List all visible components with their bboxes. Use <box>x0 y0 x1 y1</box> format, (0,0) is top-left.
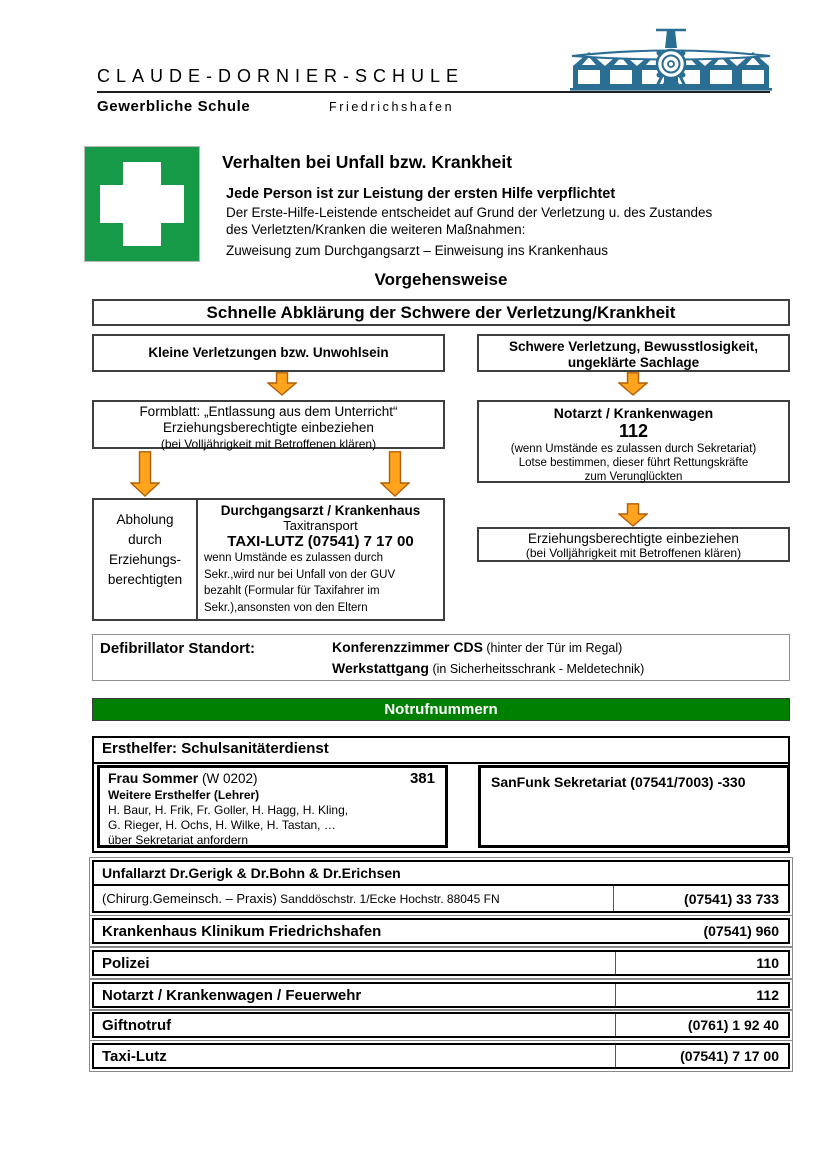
flow-right-box1-line1: Schwere Verletzung, Bewusstlosigkeit, <box>508 339 759 354</box>
responder-note: über Sekretariat anfordern <box>108 833 249 847</box>
phone-row-label: Krankenhaus Klinikum Friedrichshafen <box>102 922 382 940</box>
doctor-note-2: Sekr.,wird nur bei Unfall von der GUV <box>204 568 396 581</box>
phone-row-label: Taxi-Lutz <box>94 1045 616 1067</box>
emergency-numbers-banner: Notrufnummern <box>92 698 790 721</box>
first-responder-header-rule <box>93 762 789 764</box>
phone-row-ambulance-fire <box>92 982 790 1008</box>
down-arrow-icon <box>267 372 297 396</box>
notarzt-line-2: Lotse bestimmen, dieser führt Rettungskräfte <box>518 457 749 469</box>
notarzt-title: Notarzt / Krankenwagen <box>553 405 714 421</box>
down-arrow-icon <box>380 451 410 497</box>
defibrillator-location-2 <box>332 660 644 676</box>
notarzt-line-1: (wenn Umstände es zulassen durch Sekretariat) <box>510 443 757 455</box>
flow-banner: Schnelle Abklärung der Schwere der Verletzung/Krankheit <box>92 299 790 326</box>
flow-left-form-box <box>92 400 445 449</box>
doctor-title: Durchgangsarzt / Krankenhaus <box>220 503 421 518</box>
phone-row-taxi <box>92 1043 790 1069</box>
form-line-2: Erziehungsberechtigte einbeziehen <box>163 420 374 435</box>
school-name: CLAUDE-DORNIER-SCHULE <box>97 66 465 86</box>
page-title: Verhalten bei Unfall bzw. Krankheit <box>222 152 513 172</box>
pickup-line-2: durch <box>128 532 162 547</box>
header-rule <box>97 91 770 93</box>
flow-right-box1-line2: ungeklärte Sachlage <box>567 355 700 370</box>
more-responders-label: Weitere Ersthelfer (Lehrer) <box>108 788 260 802</box>
responder-names-2: G. Rieger, H. Ochs, H. Wilke, H. Tastan, … <box>108 818 336 832</box>
phone-row-label: Polizei <box>94 952 616 974</box>
intro-line-1: Der Erste-Hilfe-Leistende entscheidet auf Grund der Verletzung u. des Zustandes <box>226 205 713 220</box>
responder-name: Frau Sommer <box>108 770 199 786</box>
phone-row-number: (07541) 960 <box>703 923 779 939</box>
intro-line-2: des Verletzten/Kranken die weiteren Maßnahmen: <box>226 222 526 237</box>
form-line-3: (bei Volljährigkeit mit Betroffenen klären) <box>160 437 377 451</box>
location-2-name: Werkstattgang <box>332 660 429 676</box>
accident-doctor-phone: (07541) 33 733 <box>684 891 779 907</box>
notarzt-number: 112 <box>618 421 649 441</box>
phone-row-police <box>92 950 790 976</box>
phone-row-poison <box>92 1012 790 1038</box>
phone-row-number: (07541) 7 17 00 <box>680 1048 779 1064</box>
defibrillator-label: Defibrillator Standort: <box>100 640 256 657</box>
defibrillator-location-1 <box>332 639 622 655</box>
responder-room: (W 0202) <box>198 771 258 786</box>
phone-row-number: (0761) 1 92 40 <box>687 1017 779 1033</box>
pickup-line-1: Abholung <box>116 512 174 527</box>
phone-row-label: Giftnotruf <box>94 1014 616 1036</box>
flow-right-guardian-box <box>477 527 790 562</box>
accident-doctor-header: Unfallarzt Dr.Gerigk & Dr.Bohn & Dr.Erichsen <box>94 862 788 886</box>
phone-row-number: 110 <box>756 955 779 971</box>
location-1-detail: (hinter der Tür im Regal) <box>482 641 623 655</box>
form-line-1: Formblatt: „Entlassung aus dem Unterricht“ <box>139 404 398 419</box>
first-responder-header: Ersthelfer: Schulsanitäterdienst <box>102 740 329 757</box>
location-2-detail: (in Sicherheitsschrank - Meldetechnik) <box>428 662 645 676</box>
intro-line-3: Zuweisung zum Durchgangsarzt – Einweisung ins Krankenhaus <box>226 243 608 258</box>
school-city: Friedrichshafen <box>329 100 455 114</box>
down-arrow-icon <box>130 451 160 497</box>
pickup-cell <box>94 500 198 619</box>
flow-right-box1 <box>477 334 790 372</box>
practice-address: Sanddöschstr. 1/Ecke Hochstr. 88045 FN <box>276 892 500 906</box>
accident-doctor-row <box>94 886 788 911</box>
doctor-cell <box>198 500 443 619</box>
accident-doctor-address <box>94 886 614 911</box>
sanfunk-cell: SanFunk Sekretariat (07541/7003) -330 <box>478 765 790 848</box>
school-type: Gewerbliche Schule <box>97 98 251 115</box>
flow-right-notarzt-box <box>477 400 790 483</box>
pickup-line-4: berechtigten <box>107 572 183 587</box>
phone-row-number: 112 <box>756 987 779 1003</box>
phone-row-hospital <box>92 918 790 944</box>
guardian-line-2: (bei Volljährigkeit mit Betroffenen klären) <box>525 546 742 560</box>
pickup-line-3: Erziehungs- <box>108 552 182 567</box>
accident-doctor-box <box>92 860 790 913</box>
responder-names-1: H. Baur, H. Frik, Fr. Goller, H. Hagg, H. Kling, <box>108 803 349 817</box>
practice-type: (Chirurg.Gemeinsch. – Praxis) <box>102 891 277 906</box>
section-title: Vorgehensweise <box>374 270 508 289</box>
down-arrow-icon <box>618 503 648 527</box>
doctor-note-4: Sekr.),ansonsten von den Eltern <box>204 601 368 614</box>
doctor-note-1: wenn Umstände es zulassen durch <box>204 552 383 564</box>
phone-row-label: Notarzt / Krankenwagen / Feuerwehr <box>94 984 616 1006</box>
doctor-sub: Taxitransport <box>283 518 358 533</box>
first-aid-cross-icon <box>84 146 200 262</box>
cross-horizontal-bar <box>100 185 184 223</box>
flow-left-box1: Kleine Verletzungen bzw. Unwohlsein <box>92 334 445 372</box>
down-arrow-icon <box>618 372 648 396</box>
school-logo-airplane-icon <box>570 24 772 92</box>
flow-pickup-doctor-table <box>92 498 445 621</box>
location-1-name: Konferenzzimmer CDS <box>332 639 483 655</box>
guardian-line-1: Erziehungsberechtigte einbeziehen <box>528 531 739 546</box>
notarzt-line-3: zum Verunglückten <box>584 471 683 483</box>
responder-extension: 381 <box>409 770 435 787</box>
doctor-note-3: bezahlt (Formular für Taxifahrer im <box>204 585 380 597</box>
intro-bold-line: Jede Person ist zur Leistung der ersten Hilfe verpflichtet <box>226 186 616 202</box>
doctor-taxi: TAXI-LUTZ (07541) 7 17 00 <box>227 533 414 550</box>
first-responder-left-cell <box>97 765 448 848</box>
